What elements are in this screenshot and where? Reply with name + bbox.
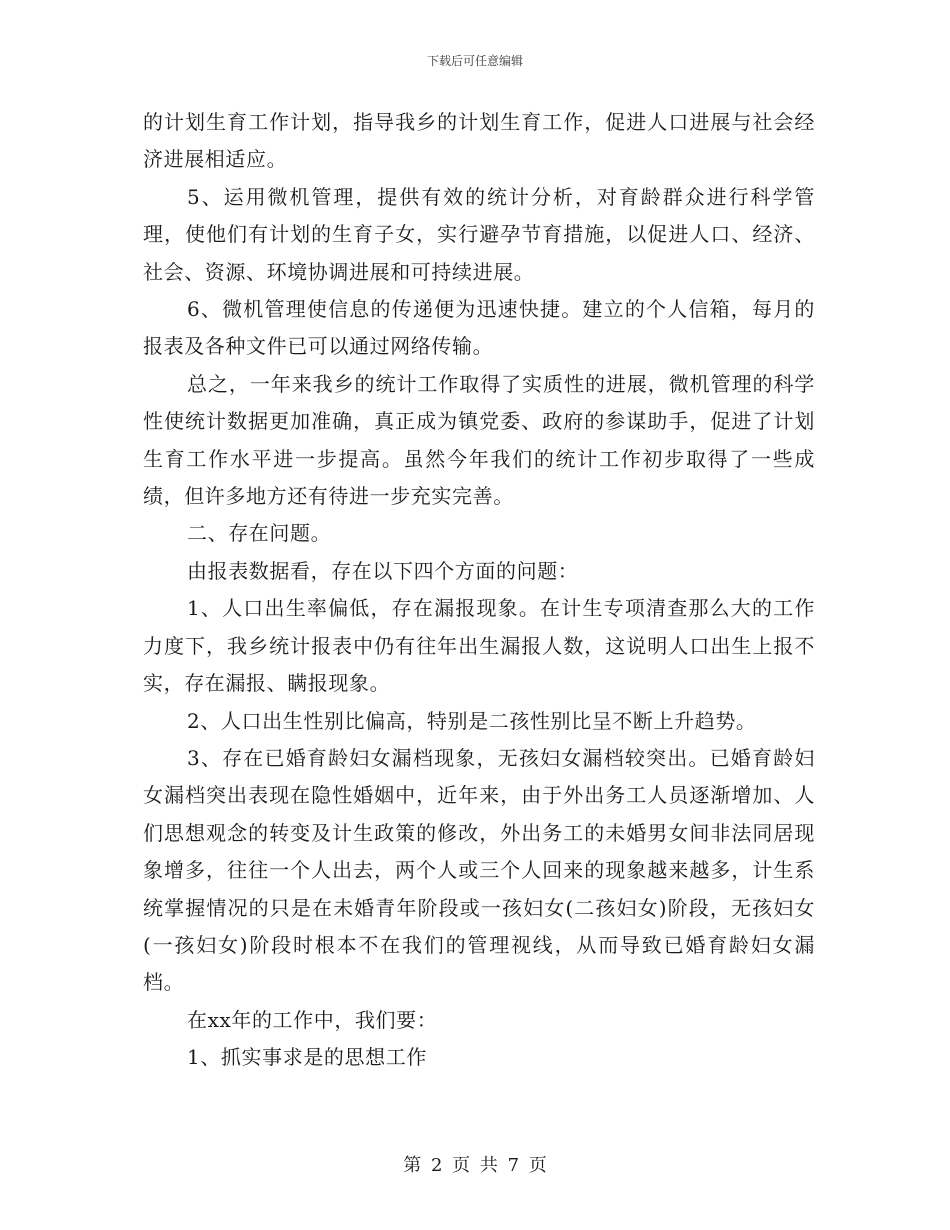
page-header: 下载后可任意编辑 (426, 54, 523, 68)
paragraph-1: 的计划生育工作计划，指导我乡的计划生育工作，促进人口进展与社会经济进展相适应。 (143, 110, 815, 172)
section-heading-problems: 二、存在问题。 (187, 521, 332, 546)
paragraph-3: 6、微机管理使信息的传递便为迅速快捷。建立的个人信箱，每月的报表及各种文件已可以通过网络传输。 (143, 297, 815, 359)
paragraph-11: 1、抓实事求是的思想工作 (187, 1045, 427, 1070)
paragraph-9: 3、存在已婚育龄妇女漏档现象，无孩妇女漏档较突出。已婚育龄妇女漏档突出表现在隐性婚姻中，近年来，由于外出务工人员逐渐增加、人们思想观念的转变及计生政策的修改，外出务工的未婚男女间非法同居现象增多，往往一个人出去，两个人或三个人回来的现象越来越多，计生系统掌握情况的只是在未婚青年阶段或一孩妇女(二孩妇女)阶段，无孩妇女(一孩妇女)阶段时根本不在我们的管理视线，从而导致已婚育龄妇女漏档。 (143, 745, 815, 995)
document-body (143, 104, 815, 1077)
paragraph-7: 1、人口出生率偏低，存在漏报现象。在计生专项清查那么大的工作力度下，我乡统计报表中仍有往年出生漏报人数，这说明人口出生上报不实，存在漏报、瞒报现象。 (143, 596, 815, 696)
paragraph-6: 由报表数据看，存在以下四个方面的问题： (187, 558, 579, 583)
paragraph-2: 5、运用微机管理，提供有效的统计分析，对育龄群众进行科学管理，使他们有计划的生育子女，实行避孕节育措施，以促进人口、经济、社会、资源、环境协调进展和可持续进展。 (143, 184, 815, 284)
page-footer: 第 2 页 共 7 页 (403, 1155, 547, 1176)
paragraph-10: 在xx年的工作中，我们要： (187, 1007, 438, 1032)
paragraph-8: 2、人口出生性别比偏高，特别是二孩性别比呈不断上升趋势。 (187, 708, 757, 733)
paragraph-4: 总之，一年来我乡的统计工作取得了实质性的进展，微机管理的科学性使统计数据更加准确，真正成为镇党委、政府的参谋助手，促进了计划生育工作水平进一步提高。虽然今年我们的统计工作初步取得了一些成绩，但许多地方还有待进一步充实完善。 (143, 371, 815, 509)
